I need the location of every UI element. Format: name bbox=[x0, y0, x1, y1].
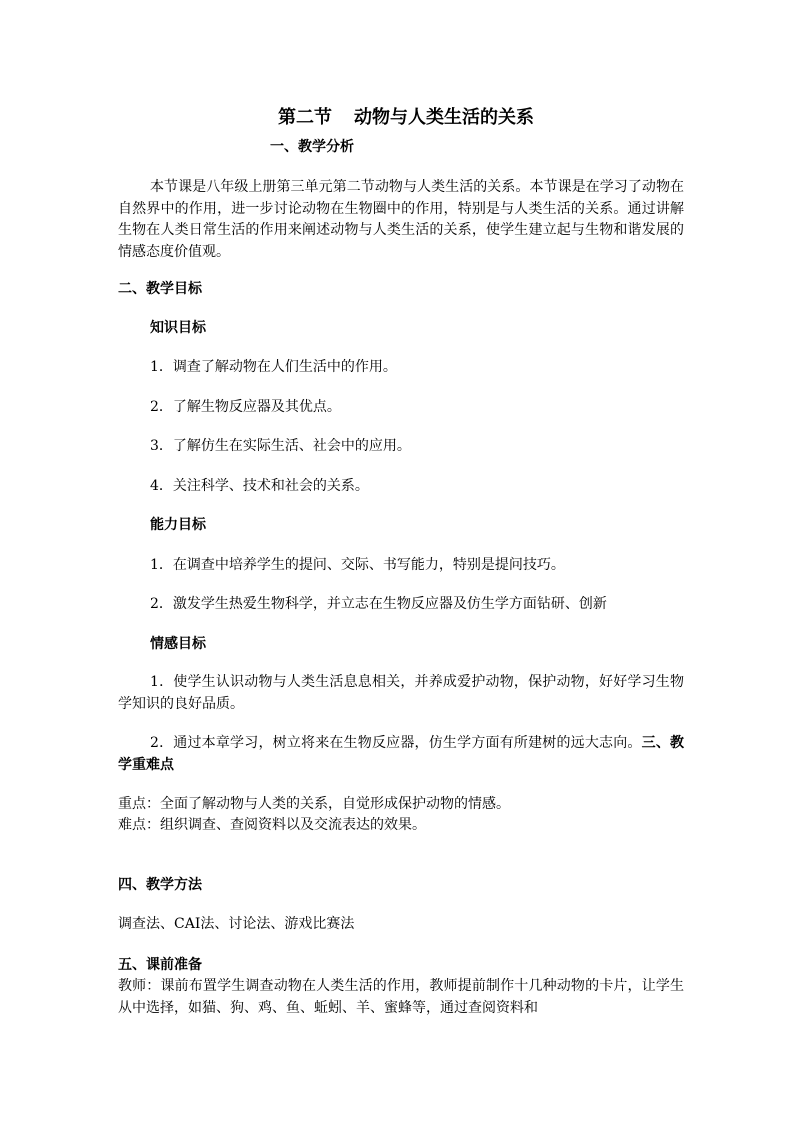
preparation-paragraph: 教师：课前布置学生调查动物在人类生活的作用，教师提前制作十几种动物的卡片，让学生从中选择，如猫、狗、鸡、鱼、蚯蚓、羊、蜜蜂等，通过查阅资料和 bbox=[118, 978, 684, 1016]
ability-objectives-heading: 能力目标 bbox=[150, 517, 206, 533]
heading-key-difficult-points: 三、教学重难点 bbox=[118, 735, 685, 773]
knowledge-objectives-heading: 知识目标 bbox=[150, 320, 206, 336]
knowledge-item-2: 2．了解生物反应器及其优点。 bbox=[150, 399, 341, 415]
key-point: 重点：全面了解动物与人类的关系，自觉形成保护动物的情感。 bbox=[118, 796, 510, 812]
emotion-item-2-text: 2．通过本章学习，树立将来在生物反应器，仿生学方面有所建树的远大志向。 bbox=[150, 735, 642, 751]
document-title bbox=[278, 105, 534, 131]
emotion-item-1: 1．使学生认识动物与人类生活息息相关，并养成爱护动物，保护动物，好好学习生物学知识的良好品质。 bbox=[118, 674, 684, 712]
heading-preparation: 五、课前准备 bbox=[118, 957, 202, 973]
knowledge-item-3: 3．了解仿生在实际生活、社会中的应用。 bbox=[150, 438, 411, 454]
ability-item-2: 2．激发学生热爱生物科学，并立志在生物反应器及仿生学方面钻研、创新 bbox=[150, 596, 607, 612]
knowledge-item-4: 4．关注科学、技术和社会的关系。 bbox=[150, 478, 369, 494]
lesson-name: 动物与人类生活的关系 bbox=[354, 107, 534, 128]
analysis-paragraph: 本节课是八年级上册第三单元第二节动物与人类生活的关系。本节课是在学习了动物在自然界中的作用，进一步讨论动物在生物圈中的作用，特别是与人类生活的关系。通过讲解生物在人类日常生活的作用来阐述动物与人类生活的关系，使学生建立起与生物和谐发展的情感态度价值观。 bbox=[118, 179, 684, 260]
teaching-methods-text: 调查法、CAI法、讨论法、游戏比赛法 bbox=[118, 916, 355, 932]
heading-teaching-analysis: 一、教学分析 bbox=[270, 139, 354, 155]
heading-teaching-methods: 四、教学方法 bbox=[118, 877, 202, 893]
difficult-point: 难点：组织调查、查阅资料以及交流表达的效果。 bbox=[118, 817, 426, 833]
emotion-item-2 bbox=[118, 733, 684, 776]
section-number: 第二节 bbox=[278, 107, 332, 128]
knowledge-item-1: 1．调查了解动物在人们生活中的作用。 bbox=[150, 359, 397, 375]
emotion-objectives-heading: 情感目标 bbox=[150, 636, 206, 652]
ability-item-1: 1．在调查中培养学生的提问、交际、书写能力，特别是提问技巧。 bbox=[150, 557, 565, 573]
heading-teaching-objectives: 二、教学目标 bbox=[118, 281, 202, 297]
